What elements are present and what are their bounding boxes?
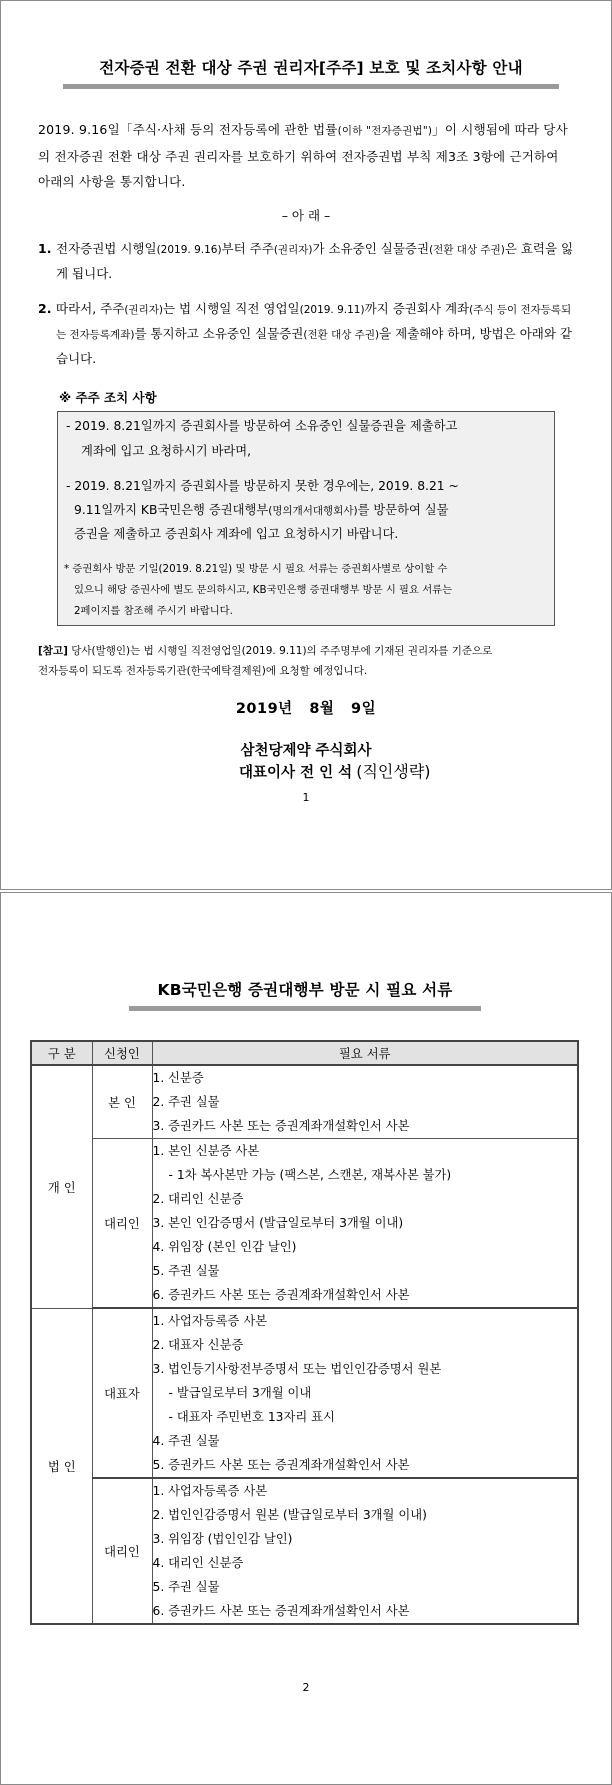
action-heading: ※ 주주 조치 사항	[59, 390, 157, 405]
doc-item: 5. 증권카드 사본 또는 증권계좌개설확인서 사본	[152, 1458, 410, 1472]
header-applicant: 신청인	[92, 1041, 152, 1065]
box-text: 를 방문하여 실물	[357, 503, 449, 517]
reference-text: 당사(발행인)는 법 시행일 직전영업일(2019. 9.11)의 주주명부에 기재된 권리자를 기준으로	[67, 645, 493, 657]
item1-date: (2019. 9.16)	[156, 244, 222, 256]
title-block	[63, 57, 559, 89]
doc-item: 2. 대리인 신분증	[152, 1192, 244, 1206]
ceo-line	[239, 759, 431, 782]
doc-item: 4. 대리인 신분증	[152, 1556, 244, 1570]
seal-omitted: (직인생략)	[356, 762, 431, 781]
intro-paragraph	[38, 117, 574, 194]
item1-note: (권리자)	[273, 244, 313, 256]
item2-text: 따라서, 주주	[56, 301, 125, 316]
doc-item: 6. 증권카드 사본 또는 증권계좌개설확인서 사본	[152, 1288, 410, 1302]
intro-text-3: 」이 시행됨에 따라 당사의 전자증권 전환 대상 주권 권리자를 보호하기 위하여 전자증권법 부칙 제3조 3항에 근거하여 아래의 사항을 통지합니다.	[38, 122, 568, 189]
box-line: 계좌에 입고 요청하시기 바라며,	[81, 444, 252, 458]
doc-item: 2. 대표자 신분증	[152, 1338, 244, 1352]
doc-list	[152, 1065, 578, 1139]
doc-item: 1. 사업자등록증 사본	[152, 1484, 268, 1498]
doc-item: 3. 본인 인감증명서 (발급일로부터 3개월 이내)	[152, 1216, 404, 1230]
box-note: (명의개서대행회사)	[268, 505, 358, 517]
ceo-name: 대표이사 전 인 석	[239, 765, 353, 781]
title-underline	[129, 1006, 481, 1011]
table-row	[31, 1065, 578, 1139]
doc-item: 2. 주권 실물	[152, 1095, 220, 1109]
intro-text-1: 2019. 9.16일「주식·사채 등의 전자등록에 관한 법률	[38, 122, 338, 137]
applicant-self: 본 인	[92, 1065, 152, 1139]
below-marker: – 아 래 –	[281, 208, 331, 223]
document-page-1	[0, 0, 612, 890]
item2-text: 을 제출해야 하며, 방법은 아래와 같습니다.	[56, 326, 572, 366]
page-title: 전자증권 전환 대상 주권 권리자[주주] 보호 및 조치사항 안내	[99, 59, 523, 77]
doc-item: 5. 주권 실물	[152, 1264, 220, 1278]
category-corporate: 법 인	[31, 1308, 92, 1624]
item2-date: (2019. 9.11)	[299, 304, 365, 316]
doc-subitem: - 1차 복사본만 가능 (팩스본, 스캔본, 재복사본 불가)	[168, 1168, 452, 1182]
item2-note: (권리자)	[124, 304, 163, 316]
doc-item: 2. 법인인감증명서 원본 (발급일로부터 3개월 이내)	[152, 1508, 427, 1522]
header-documents: 필요 서류	[152, 1041, 578, 1065]
table-header-row	[31, 1041, 578, 1065]
applicant-agent: 대리인	[92, 1478, 152, 1624]
item-number: 1.	[38, 241, 52, 256]
box-line: - 2019. 8.21일까지 증권회사를 방문하지 못한 경우에는, 2019. 8.21 ~	[66, 479, 459, 493]
doc-list	[152, 1308, 578, 1478]
box-footnote: 2페이지를 참조해 주시기 바랍니다.	[74, 605, 233, 617]
doc-item: 1. 사업자등록증 사본	[152, 1314, 268, 1328]
reference-label: [참고]	[38, 645, 68, 657]
doc-item: 4. 주권 실물	[152, 1434, 220, 1448]
doc-item: 3. 위임장 (법인인감 날인)	[152, 1532, 293, 1546]
header-category: 구 분	[31, 1041, 92, 1065]
intro-text-2: (이하 "전자증권법")	[337, 125, 433, 137]
item2-note: (주식 등이 전자등록되는 전자등록계좌)	[56, 304, 572, 341]
notice-date: 2019년 8월 9일	[235, 701, 377, 717]
reference-note	[38, 641, 578, 681]
item2-text: 는 법 시행일 직전 영업일	[162, 301, 300, 316]
action-box	[57, 411, 555, 626]
item2-text: 를 통지하고 소유중인 실물증권	[134, 326, 304, 341]
item2-text: 까지 증권회사 계좌	[364, 301, 470, 316]
item1-text: 전자증권법 시행일	[56, 241, 157, 256]
required-documents-table	[30, 1040, 579, 1625]
doc-subitem: - 대표자 주민번호 13자리 표시	[168, 1410, 335, 1424]
category-individual: 개 인	[31, 1065, 92, 1308]
applicant-agent: 대리인	[92, 1139, 152, 1309]
applicant-representative: 대표자	[92, 1308, 152, 1478]
box-line	[74, 499, 554, 523]
table-row	[31, 1308, 578, 1478]
doc-item: 4. 위임장 (본인 인감 날인)	[152, 1240, 297, 1254]
doc-subitem: - 발급일로부터 3개월 이내	[168, 1386, 312, 1400]
item1-note: (전환 대상 주권)	[429, 244, 505, 256]
page-number: 1	[302, 791, 310, 804]
box-line: - 2019. 8.21일까지 증권회사를 방문하여 소유중인 실물증권을 제출하고	[66, 419, 458, 433]
page-number: 2	[302, 1681, 310, 1694]
box-text: 9.11일까지 KB국민은행 증권대행부	[74, 503, 269, 517]
table-row	[31, 1139, 578, 1309]
box-footnote: 있으니 해당 증권사에 별도 문의하시고, KB국민은행 증권대행부 방문 시 필요 서류는	[74, 584, 453, 596]
item-number: 2.	[38, 301, 52, 316]
doc-item: 6. 증권카드 사본 또는 증권계좌개설확인서 사본	[152, 1604, 410, 1618]
title-underline	[63, 84, 559, 89]
item1-text: 은 효력을 잃게 됩니다.	[56, 241, 574, 281]
box-line: 증권을 제출하고 증권회사 계좌에 입고 요청하시기 바랍니다.	[74, 527, 399, 541]
item1-text: 부터 주주	[221, 241, 274, 256]
company-name: 삼천당제약 주식회사	[240, 743, 372, 759]
notice-item-1	[38, 237, 574, 285]
doc-item: 5. 주권 실물	[152, 1580, 220, 1594]
doc-item: 3. 법인등기사항전부증명서 또는 법인인감증명서 원본	[152, 1362, 442, 1376]
doc-list	[152, 1478, 578, 1624]
title-block	[129, 979, 481, 1011]
notice-item-2	[38, 297, 574, 370]
page-title: KB국민은행 증권대행부 방문 시 필요 서류	[157, 981, 453, 999]
doc-list	[152, 1139, 578, 1309]
box-footnote: * 증권회사 방문 기일(2019. 8.21일) 및 방문 시 필요 서류는 증권회사별로 상이할 수	[64, 563, 448, 575]
doc-item: 1. 본인 신분증 사본	[152, 1144, 260, 1158]
table-row	[31, 1478, 578, 1624]
reference-text: 전자등록이 되도록 전자등록기관(한국예탁결제원)에 요청할 예정입니다.	[38, 665, 368, 677]
doc-item: 3. 증권카드 사본 또는 증권계좌개설확인서 사본	[152, 1119, 410, 1133]
doc-item: 1. 신분증	[152, 1071, 204, 1085]
item2-note: (전환 대상 주권)	[303, 329, 380, 341]
item1-text: 가 소유중인 실물증권	[312, 241, 430, 256]
